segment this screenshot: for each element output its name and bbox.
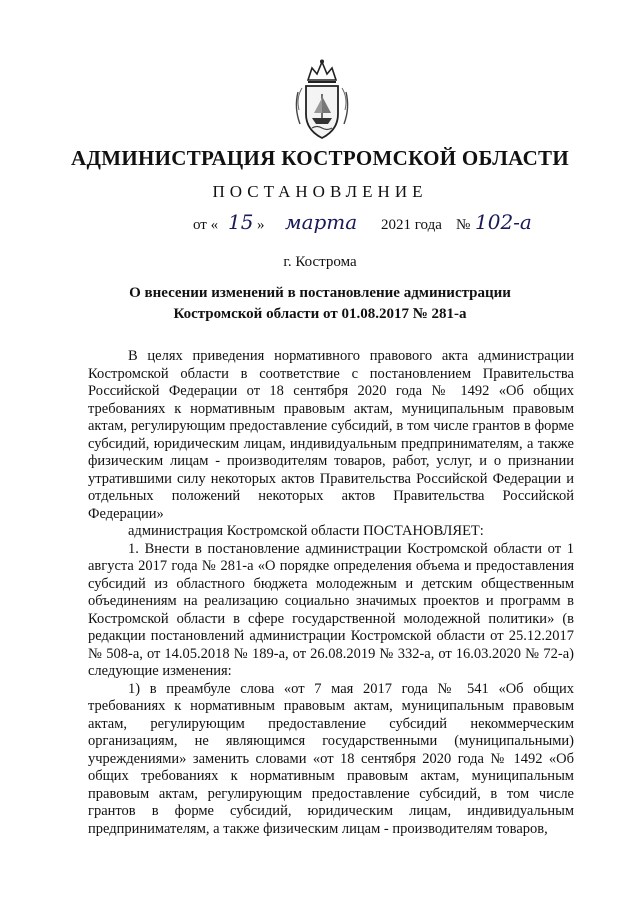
body-paragraph-subitem-1: 1) в преамбуле слова «от 7 мая 2017 года № 541 «Об общих требованиях к нормативным правовым актам, муниципальным правовым актам, регулирующим предоставление субсидий некоммерческим организациям, не являющимся государственными (муниципальными) учреждениями» заменить словами «от 18 сентября 2020 года № 1492 «Об общих требованиях к нормативным правовым актам, муниципальным правовым актам, регулирующим предоставление субсидий, в том числе грантов в форме субсидий, юридическим лицам, индивидуальным предпринимателям, а также физическим лицам - производителям товаров,: [88, 680, 574, 837]
date-year: 2021 года: [381, 217, 442, 233]
date-close-quote: »: [257, 217, 265, 233]
subject-line-2: Костромской области от 01.08.2017 № 281-а: [173, 306, 467, 322]
number-prefix: №: [456, 217, 471, 233]
subject-line-1: О внесении изменений в постановление администрации: [129, 285, 511, 301]
city: г. Кострома: [283, 254, 357, 270]
date-prefix: от «: [193, 217, 219, 233]
coat-of-arms-emblem: [290, 58, 354, 142]
organization-title: АДМИНИСТРАЦИЯ КОСТРОМСКОЙ ОБЛАСТИ: [71, 146, 569, 170]
handwritten-month: марта: [285, 210, 358, 234]
document-type: ПОСТАНОВЛЕНИЕ: [212, 182, 428, 201]
handwritten-number: 102-а: [475, 210, 532, 234]
handwritten-day: 15: [228, 210, 254, 234]
document-subject: [60, 283, 580, 325]
body-paragraph-preamble: В целях приведения нормативного правового акта администрации Костромской области в соответствие с постановлением Правительства Российской Федерации от 18 сентября 2020 года № 1492 «Об общих требованиях к нормативным правовым актам, муниципальным правовым актам, регулирующим предоставление субсидий, в том числе грантов в форме субсидий, юридическим лицам, индивидуальным предпринимателям, а также физическим лицам - производителям товаров, работ, услуг, и о признании утратившими силу некоторых актов Правительства Российской Федерации и отдельных положений некоторых актов Правительства Российской Федерации»: [88, 348, 574, 522]
body-paragraph-item-1: 1. Внести в постановление администрации Костромской области от 1 августа 2017 года № 281-а «О порядке определения объема и предоставления субсидий из областного бюджета молодежным и детским общественным объединениям на реализацию социально значимых проектов и программ в Костромской области в сфере государственной молодежной политики» (в редакции постановлений администрации Костромской области от 25.12.2017 № 508-а, от 14.05.2018 № 189-а, от 26.08.2019 № 332-а, от 16.03.2020 № 72-а) следующие изменения:: [88, 540, 574, 679]
body-paragraph-resolves: администрация Костромской области ПОСТАНОВЛЯЕТ:: [128, 523, 484, 539]
document-body: [88, 348, 574, 838]
